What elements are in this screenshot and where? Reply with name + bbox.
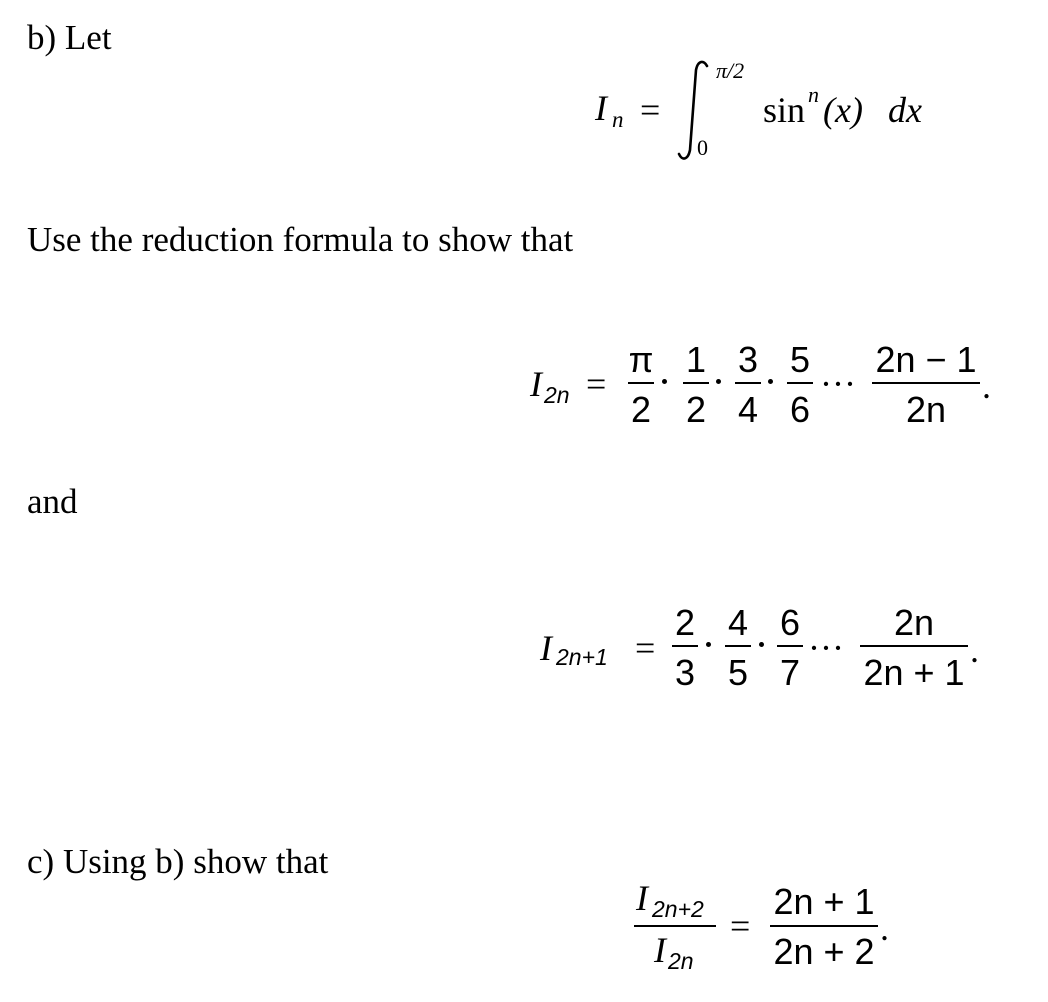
even-frac-4-num: 5 xyxy=(789,339,811,380)
even-end-period: . xyxy=(982,366,991,406)
ratio-num-symbol: I xyxy=(636,878,648,918)
odd-last-num: 2n xyxy=(893,602,935,643)
even-last-bar xyxy=(872,382,980,384)
even-lhs-subscript: 2n xyxy=(544,382,570,408)
ratio-equals: = xyxy=(730,906,751,946)
even-ellipsis: ··· xyxy=(820,364,856,404)
odd-frac-1-den: 3 xyxy=(674,652,696,693)
ratio-rhs-num: 2n + 1 xyxy=(773,881,875,922)
part-b-label: b) Let xyxy=(27,18,112,57)
odd-end-period: . xyxy=(970,630,979,670)
ratio-den-subscript: 2n xyxy=(668,948,694,974)
odd-last-bar xyxy=(860,645,968,647)
odd-frac-1-num: 2 xyxy=(674,602,696,643)
part-b-instruction: Use the reduction formula to show that xyxy=(27,220,574,259)
even-frac-3-num: 3 xyxy=(737,339,759,380)
odd-lhs-symbol: I xyxy=(540,628,552,668)
ratio-num-subscript: 2n+2 xyxy=(652,896,704,922)
even-last-num: 2n − 1 xyxy=(875,339,977,380)
integrand-function: sin xyxy=(763,90,806,130)
even-frac-2-num: 1 xyxy=(685,339,707,380)
even-frac-3-bar xyxy=(735,382,761,384)
integral-upper-limit: π/2 xyxy=(716,58,745,83)
odd-lhs-subscript: 2n+1 xyxy=(556,644,608,670)
even-lhs-symbol: I xyxy=(530,364,542,404)
ratio-den-symbol: I xyxy=(654,930,666,970)
odd-frac-3-num: 6 xyxy=(779,602,801,643)
integrand-argument: (x) xyxy=(823,90,863,130)
even-frac-2-den: 2 xyxy=(685,389,707,430)
odd-dot-1 xyxy=(706,642,711,647)
integral-equals: = xyxy=(640,90,661,130)
odd-frac-2-num: 4 xyxy=(727,602,749,643)
integral-differential: dx xyxy=(888,90,922,130)
odd-frac-2-bar xyxy=(725,645,751,647)
even-frac-1-bar xyxy=(628,382,654,384)
even-frac-1-den: 2 xyxy=(630,389,652,430)
odd-ellipsis: ··· xyxy=(808,628,844,668)
even-dot-2 xyxy=(716,379,721,384)
even-dot-3 xyxy=(768,379,773,384)
ratio-lhs-bar xyxy=(634,925,716,927)
odd-frac-3-bar xyxy=(777,645,803,647)
odd-dot-2 xyxy=(759,642,764,647)
even-frac-1-num: π xyxy=(628,339,654,380)
even-frac-2-bar xyxy=(683,382,709,384)
integral-lhs-symbol: I xyxy=(595,88,607,128)
connector-and: and xyxy=(27,482,78,521)
integral-lhs-subscript: n xyxy=(612,107,624,132)
odd-frac-3-den: 7 xyxy=(779,652,801,693)
even-frac-3-den: 4 xyxy=(737,389,759,430)
even-dot-1 xyxy=(662,379,667,384)
part-c-label: c) Using b) show that xyxy=(27,842,329,881)
odd-last-den: 2n + 1 xyxy=(863,652,965,693)
odd-equals: = xyxy=(635,628,656,668)
ratio-end-period: . xyxy=(880,908,889,948)
even-frac-4-den: 6 xyxy=(789,389,811,430)
ratio-rhs-bar xyxy=(770,925,878,927)
odd-frac-1-bar xyxy=(672,645,698,647)
even-frac-4-bar xyxy=(787,382,813,384)
integrand-power: n xyxy=(808,82,819,107)
even-last-den: 2n xyxy=(905,389,947,430)
even-equals: = xyxy=(586,364,607,404)
odd-frac-2-den: 5 xyxy=(727,652,749,693)
integral-lower-limit: 0 xyxy=(697,135,708,160)
ratio-rhs-den: 2n + 2 xyxy=(773,931,875,972)
